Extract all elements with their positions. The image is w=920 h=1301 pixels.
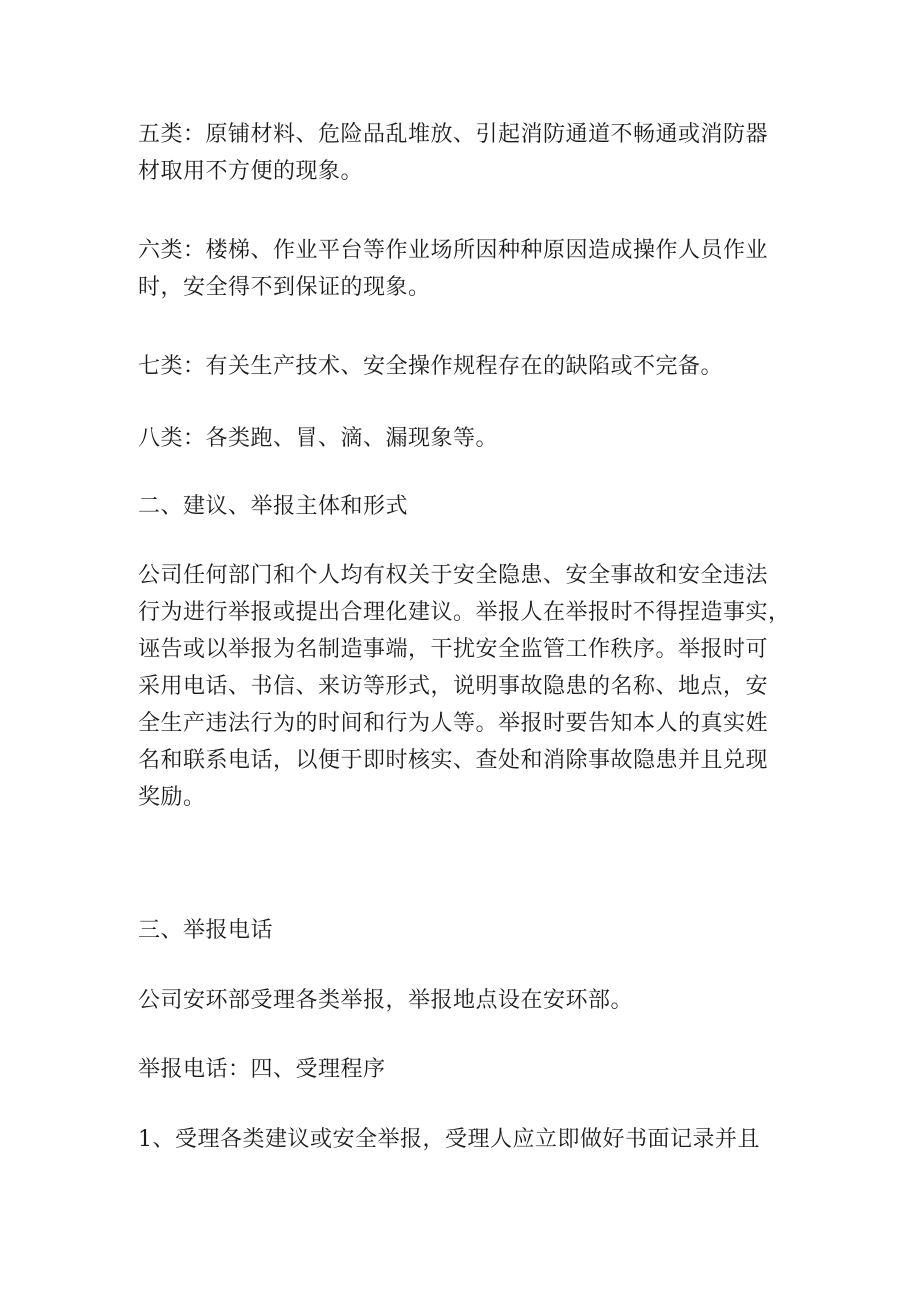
paragraph-category-8 bbox=[138, 420, 786, 457]
text-line: 二、建议、举报主体和形式 bbox=[138, 494, 409, 519]
paragraph-category-6 bbox=[138, 232, 786, 306]
text-line: 六类：楼梯、作业平台等作业场所因种种原因造成操作人员作业 bbox=[138, 238, 769, 263]
paragraph-category-7 bbox=[138, 348, 786, 385]
text-line: 材取用不方便的现象。 bbox=[138, 159, 364, 184]
paragraph-phone-and-heading-4 bbox=[138, 1051, 786, 1088]
text-line: 采用电话、书信、来访等形式，说明事故隐患的名称、地点，安 bbox=[138, 674, 769, 699]
text-line: 五类：原铺材料、危险品乱堆放、引起消防通道不畅通或消防器 bbox=[138, 122, 769, 147]
paragraph-step-1 bbox=[138, 1121, 786, 1158]
text-line: 行为进行举报或提出合理化建议。举报人在举报时不得捏造事实， bbox=[138, 600, 791, 625]
text-line: 名和联系电话，以便于即时核实、查处和消除事故隐患并且兑现 bbox=[138, 748, 769, 773]
text-line: 诬告或以举报为名制造事端，干扰安全监管工作秩序。举报时可 bbox=[138, 637, 769, 662]
section-heading-3 bbox=[138, 912, 786, 949]
section-heading-2 bbox=[138, 488, 786, 525]
text-line: 奖励。 bbox=[138, 785, 206, 810]
text-line: 公司安环部受理各类举报，举报地点设在安环部。 bbox=[138, 988, 634, 1013]
paragraph-reporting-body bbox=[138, 557, 791, 816]
text-line: 三、举报电话 bbox=[138, 918, 274, 943]
text-line: 七类：有关生产技术、安全操作规程存在的缺陷或不完备。 bbox=[138, 354, 724, 379]
paragraph-reporting-location bbox=[138, 982, 786, 1019]
text-line: 公司任何部门和个人均有权关于安全隐患、安全事故和安全违法 bbox=[138, 563, 769, 588]
text-line: 全生产违法行为的时间和行为人等。举报时要告知本人的真实姓 bbox=[138, 711, 769, 736]
text-line: 举报电话：四、受理程序 bbox=[138, 1057, 386, 1082]
paragraph-category-5 bbox=[138, 116, 786, 190]
text-line: 1、受理各类建议或安全举报，受理人应立即做好书面记录并且 bbox=[138, 1127, 760, 1152]
text-line: 时，安全得不到保证的现象。 bbox=[138, 275, 431, 300]
text-line: 八类：各类跑、冒、滴、漏现象等。 bbox=[138, 426, 499, 451]
